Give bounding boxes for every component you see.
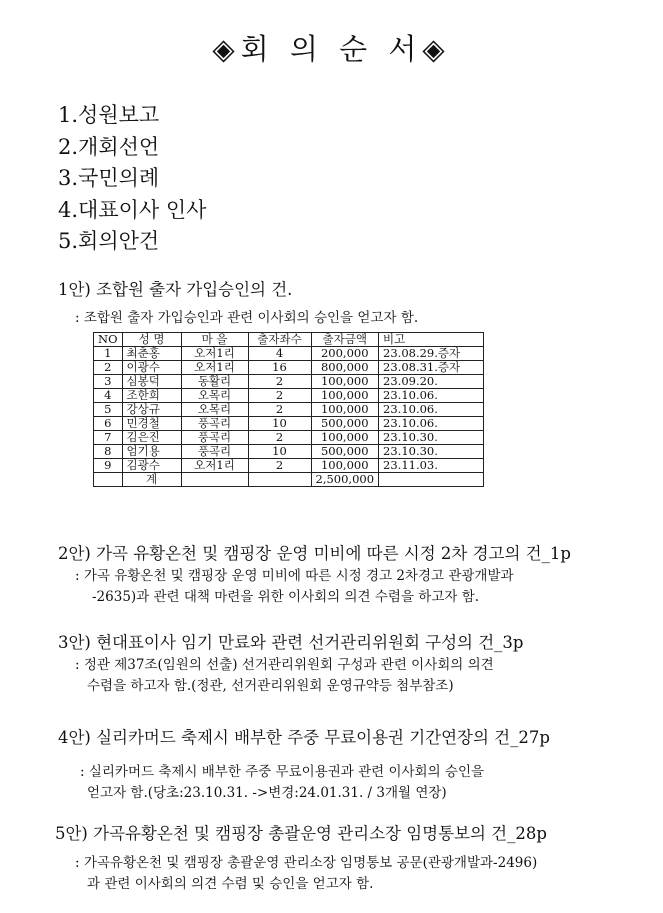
cell-note: 23.08.31.증자	[379, 361, 484, 375]
cell-amount: 500,000	[311, 445, 379, 459]
cell-note: 23.10.06.	[379, 389, 484, 403]
cell-note: 23.10.30.	[379, 445, 484, 459]
cell-amount: 500,000	[311, 417, 379, 431]
cell-name: 최춘홍	[122, 347, 181, 361]
agenda-item-2-desc: -2635)과 관련 대책 마련을 위한 이사회의 의견 수렴을 하고자 함.	[92, 589, 480, 605]
agenda-list	[58, 100, 206, 258]
cell-units: 2	[248, 431, 311, 445]
cell-name: 강상규	[122, 403, 181, 417]
agenda-item-4-desc: 얻고자 함.(당초:23.10.31. ->변경:24.01.31. / 3개월 연장)	[87, 785, 447, 801]
cell-no: 9	[94, 459, 123, 473]
col-header-name: 성 명	[122, 333, 181, 347]
agenda-item-4-heading: 4안) 실리카머드 축제시 배부한 주중 무료이용권 기간연장의 건_27p	[58, 728, 550, 747]
cell-no: 3	[94, 375, 123, 389]
cell-village: 풍곡리	[181, 445, 248, 459]
cell-no: 7	[94, 431, 123, 445]
cell-village: 오목리	[181, 389, 248, 403]
cell-name: 김은진	[122, 431, 181, 445]
table-row	[94, 361, 484, 375]
cell-note: 23.10.06.	[379, 417, 484, 431]
cell-no: 6	[94, 417, 123, 431]
col-header-no: NO	[94, 333, 123, 347]
col-header-note: 비고	[379, 333, 484, 347]
member-table	[93, 332, 484, 487]
cell-units: 2	[248, 403, 311, 417]
cell-note	[379, 473, 484, 487]
total-label: 계	[122, 473, 181, 487]
page-title: ◈회 의 순 서◈	[212, 32, 451, 66]
agenda-item: 1.성원보고	[58, 103, 160, 127]
total-amount: 2,500,000	[311, 473, 379, 487]
table-row	[94, 347, 484, 361]
cell-amount: 100,000	[311, 403, 379, 417]
cell-note: 23.10.06.	[379, 403, 484, 417]
cell-village: 동활리	[181, 375, 248, 389]
cell-units: 10	[248, 417, 311, 431]
agenda-item: 2.개회선언	[58, 134, 160, 159]
cell-village: 풍곡리	[181, 431, 248, 445]
agenda-item-4-desc: : 실리카머드 축제시 배부한 주중 무료이용권과 관련 이사회의 승인을	[80, 764, 485, 780]
agenda-item-1-desc: : 조합원 출자 가입승인과 관련 이사회의 승인을 얻고자 함.	[75, 310, 419, 326]
cell-no: 4	[94, 389, 123, 403]
col-header-village: 마 을	[181, 333, 248, 347]
col-header-amount: 출자금액	[311, 333, 379, 347]
table-row	[94, 445, 484, 459]
cell-village: 오목리	[181, 403, 248, 417]
cell-no: 1	[94, 347, 123, 361]
agenda-item-5-heading: 5안) 가곡유황온천 및 캠핑장 총괄운영 관리소장 임명통보의 건_28p	[55, 824, 547, 843]
table-row	[94, 431, 484, 445]
cell-village: 풍곡리	[181, 417, 248, 431]
agenda-item-3-desc: : 정관 제37조(임원의 선출) 선거관리위원회 구성과 관련 이사회의 의견	[75, 657, 494, 673]
cell-units: 16	[248, 361, 311, 375]
agenda-item-5-desc: : 가곡유황온천 및 캠핑장 총괄운영 관리소장 임명통보 공문(관광개발과-2496)	[75, 855, 538, 871]
agenda-item: 5.회의안건	[58, 229, 160, 253]
agenda-item: 4.대표이사 인사	[58, 197, 207, 222]
agenda-item-5-desc: 과 관련 이사회의 의견 수렴 및 승인을 얻고자 함.	[87, 876, 374, 892]
cell-no: 2	[94, 361, 123, 375]
cell-name: 심봉덕	[122, 375, 181, 389]
table-row	[94, 389, 484, 403]
agenda-item: 3.국민의례	[58, 166, 160, 190]
table-row	[94, 459, 484, 473]
agenda-item-2-heading: 2안) 가곡 유황온천 및 캠핑장 운영 미비에 따른 시정 2차 경고의 건_1p	[58, 544, 571, 563]
cell-village	[181, 473, 248, 487]
cell-units: 10	[248, 445, 311, 459]
cell-note: 23.09.20.	[379, 375, 484, 389]
table-header-row	[94, 333, 484, 347]
cell-amount: 100,000	[311, 389, 379, 403]
cell-name: 민경철	[122, 417, 181, 431]
cell-units: 2	[248, 375, 311, 389]
cell-no: 8	[94, 445, 123, 459]
col-header-units: 출자좌수	[248, 333, 311, 347]
cell-name: 엄기용	[122, 445, 181, 459]
cell-amount: 100,000	[311, 375, 379, 389]
table-row	[94, 375, 484, 389]
cell-units	[248, 473, 311, 487]
cell-name: 김광수	[122, 459, 181, 473]
cell-note: 23.10.30.	[379, 431, 484, 445]
cell-no: 5	[94, 403, 123, 417]
cell-note: 23.08.29.증자	[379, 347, 484, 361]
cell-name: 조한희	[122, 389, 181, 403]
table-total-row	[94, 473, 484, 487]
cell-units: 2	[248, 459, 311, 473]
agenda-item-3-heading: 3안) 현대표이사 임기 만료와 관련 선거관리위원회 구성의 건_3p	[58, 633, 524, 652]
cell-units: 2	[248, 389, 311, 403]
agenda-item-3-desc: 수렴을 하고자 함.(정관, 선거관리위원회 운영규약등 첨부참조)	[87, 678, 454, 694]
cell-amount: 100,000	[311, 459, 379, 473]
cell-amount: 800,000	[311, 361, 379, 375]
cell-name: 이광수	[122, 361, 181, 375]
agenda-item-2-desc: : 가곡 유황온천 및 캠핑장 운영 미비에 따른 시정 경고 2차경고 관광개발과	[75, 568, 514, 584]
cell-village: 오저1리	[181, 459, 248, 473]
cell-note: 23.11.03.	[379, 459, 484, 473]
table-row	[94, 417, 484, 431]
cell-village: 오저1리	[181, 361, 248, 375]
cell-village: 오저1리	[181, 347, 248, 361]
cell-units: 4	[248, 347, 311, 361]
agenda-item-1-heading: 1안) 조합원 출자 가입승인의 건.	[58, 280, 293, 299]
cell-no	[94, 473, 123, 487]
cell-amount: 200,000	[311, 347, 379, 361]
table-row	[94, 403, 484, 417]
cell-amount: 100,000	[311, 431, 379, 445]
